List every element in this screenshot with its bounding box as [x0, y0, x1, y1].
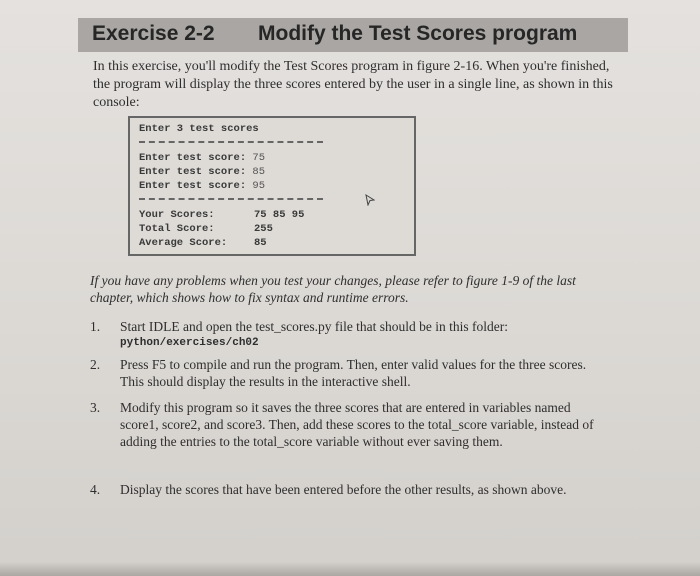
console-scores-line [139, 209, 215, 221]
console-prompt-2: Enter test score: [139, 166, 253, 178]
exercise-header [92, 22, 578, 46]
step-text: Start IDLE and open the test_scores.py file that should be in this folder: [120, 319, 509, 334]
step-number: 1. [90, 319, 101, 334]
exercise-title: Modify the Test Scores program [258, 22, 578, 45]
console-total-value: 255 [254, 223, 273, 235]
step-number: 4. [90, 482, 101, 497]
folder-path: python/exercises/ch02 [120, 337, 259, 349]
console-value-2: 85 [252, 166, 266, 178]
help-note: If you have any problems when you test your changes, please refer to figure 1-9 of the last chapter, which shows how to fix syntax and runtime errors. [90, 273, 576, 305]
step-number: 3. [90, 400, 101, 415]
intro-paragraph: In this exercise, you'll modify the Test Scores program in figure 2-16. When you're finished, the program will display the three scores entered by the user in a single line, as shown in this console: [93, 59, 613, 110]
mouse-pointer-icon [365, 194, 375, 206]
console-line-3 [139, 180, 265, 192]
console-prompt-1: Enter test score: [139, 152, 253, 164]
console-heading: Enter 3 test scores [139, 123, 259, 135]
step-text: Press F5 to compile and run the program. Then, enter valid values for the three scores. This should display the results in the interactive shell. [120, 357, 587, 389]
console-separator [139, 141, 323, 143]
console-separator [139, 198, 323, 200]
exercise-number: Exercise 2-2 [92, 22, 215, 45]
console-box [128, 116, 416, 256]
page-edge-shadow [0, 562, 700, 576]
step-text: Modify this program so it saves the three scores that are entered in variables named score1, score2, and score3. Then, add these scores to the total_score variable, instead of adding the entries to the total_score variable without ever saving them. [120, 400, 594, 449]
console-scores-label: Your Scores: [139, 209, 215, 221]
step-number: 2. [90, 357, 101, 372]
console-total-label: Total Score: [139, 223, 215, 235]
console-value-1: 75 [252, 152, 266, 164]
console-value-3: 95 [252, 180, 266, 192]
console-average-label: Average Score: [139, 237, 228, 249]
step-text: Display the scores that have been entered before the other results, as shown above. [120, 482, 567, 497]
console-prompt-3: Enter test score: [139, 180, 253, 192]
console-average-value: 85 [254, 237, 267, 249]
console-line-1 [139, 152, 265, 164]
console-scores-value: 75 85 95 [254, 209, 305, 221]
console-line-2 [139, 166, 265, 178]
